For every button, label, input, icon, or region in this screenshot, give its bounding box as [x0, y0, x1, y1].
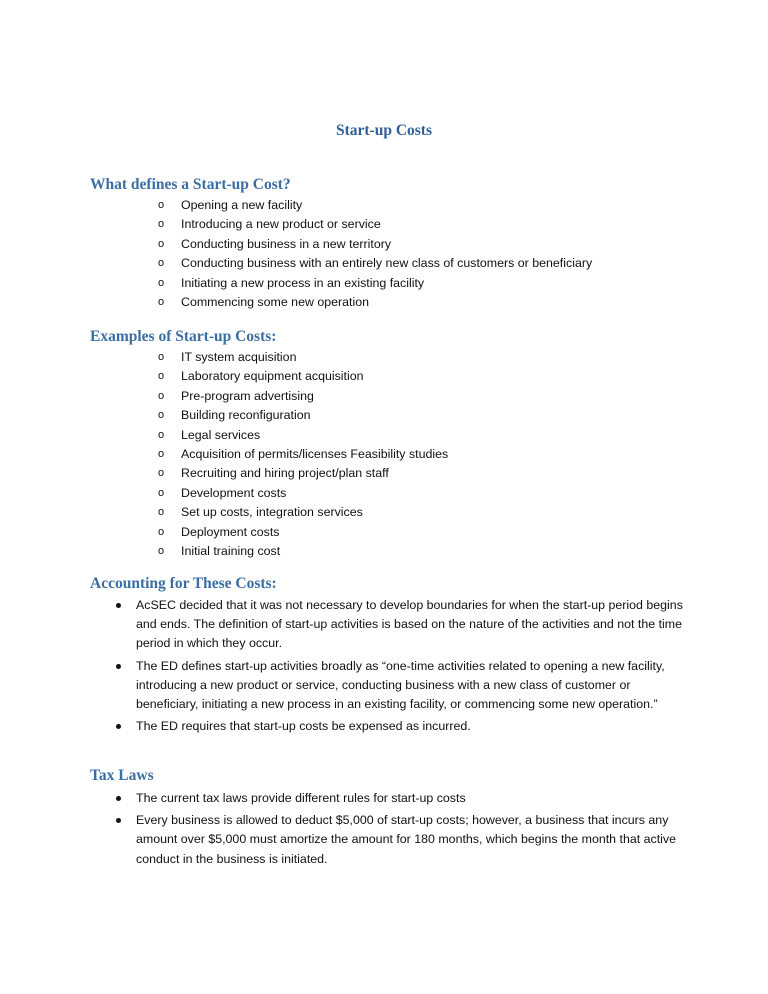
circle-bullet-icon: o [158, 257, 165, 270]
list-item: o Conducting business with an entirely new class of customers or beneficiary [155, 254, 592, 273]
list-item: The ED defines start-up activities broadly as “one-time activities related to opening a new facility, introducing a new product or service, conducting business with a new class of customer or beneficiary, initiating a new process in an existing facility, or commencing some new operation.” [113, 657, 693, 715]
section-heading-accounting: Accounting for These Costs: [90, 575, 277, 592]
list-item: o Laboratory equipment acquisition [155, 367, 448, 386]
bullet-icon [116, 724, 121, 729]
list-item: o Deployment costs [155, 523, 448, 542]
circle-bullet-icon: o [158, 447, 165, 460]
list-item: o Conducting business in a new territory [155, 235, 592, 254]
list-item: o Commencing some new operation [155, 293, 592, 312]
list-item: o Recruiting and hiring project/plan staff [155, 464, 448, 483]
list-item: AcSEC decided that it was not necessary to develop boundaries for when the start-up period begins and ends. The definition of start-up activities is based on the nature of the activities and not the time period in which they occur. [113, 596, 693, 654]
tax-laws-list [113, 789, 693, 872]
circle-bullet-icon: o [158, 486, 165, 499]
section-heading-examples: Examples of Start-up Costs: [90, 328, 277, 345]
list-item: The ED requires that start-up costs be expensed as incurred. [113, 717, 693, 736]
list-item: The current tax laws provide different rules for start-up costs [113, 789, 693, 808]
defines-list [155, 196, 592, 312]
bullet-icon [116, 818, 121, 823]
circle-bullet-icon: o [158, 467, 165, 480]
circle-bullet-icon: o [158, 218, 165, 231]
examples-list [155, 348, 448, 561]
bullet-icon [116, 796, 121, 801]
circle-bullet-icon: o [158, 370, 165, 383]
list-item: o Building reconfiguration [155, 406, 448, 425]
list-item: o IT system acquisition [155, 348, 448, 367]
circle-bullet-icon: o [158, 389, 165, 402]
circle-bullet-icon: o [158, 428, 165, 441]
circle-bullet-icon: o [158, 199, 165, 211]
list-item: o Introducing a new product or service [155, 215, 592, 234]
list-item: o Development costs [155, 484, 448, 503]
list-item: o Set up costs, integration services [155, 503, 448, 522]
circle-bullet-icon: o [158, 295, 165, 308]
circle-bullet-icon: o [158, 351, 165, 363]
accounting-list [113, 596, 693, 739]
list-item: Every business is allowed to deduct $5,000 of start-up costs; however, a business that incurs any amount over $5,000 must amortize the amount for 180 months, which begins the month that active conduct in the business is initiated. [113, 811, 693, 869]
list-item: o Initial training cost [155, 542, 448, 561]
document-title: Start-up Costs [335, 122, 433, 139]
list-item: o Opening a new facility [155, 196, 592, 215]
bullet-icon [116, 603, 121, 608]
list-item: o Pre-program advertising [155, 387, 448, 406]
circle-bullet-icon: o [158, 544, 165, 557]
list-item: o Initiating a new process in an existing facility [155, 274, 592, 293]
circle-bullet-icon: o [158, 525, 165, 538]
circle-bullet-icon: o [158, 276, 165, 289]
section-heading-tax-laws: Tax Laws [90, 767, 154, 784]
circle-bullet-icon: o [158, 506, 165, 519]
list-item: o Legal services [155, 426, 448, 445]
circle-bullet-icon: o [158, 409, 165, 422]
bullet-icon [116, 664, 121, 669]
section-heading-defines: What defines a Start-up Cost? [90, 176, 291, 193]
circle-bullet-icon: o [158, 237, 165, 250]
list-item: o Acquisition of permits/licenses Feasibility studies [155, 445, 448, 464]
